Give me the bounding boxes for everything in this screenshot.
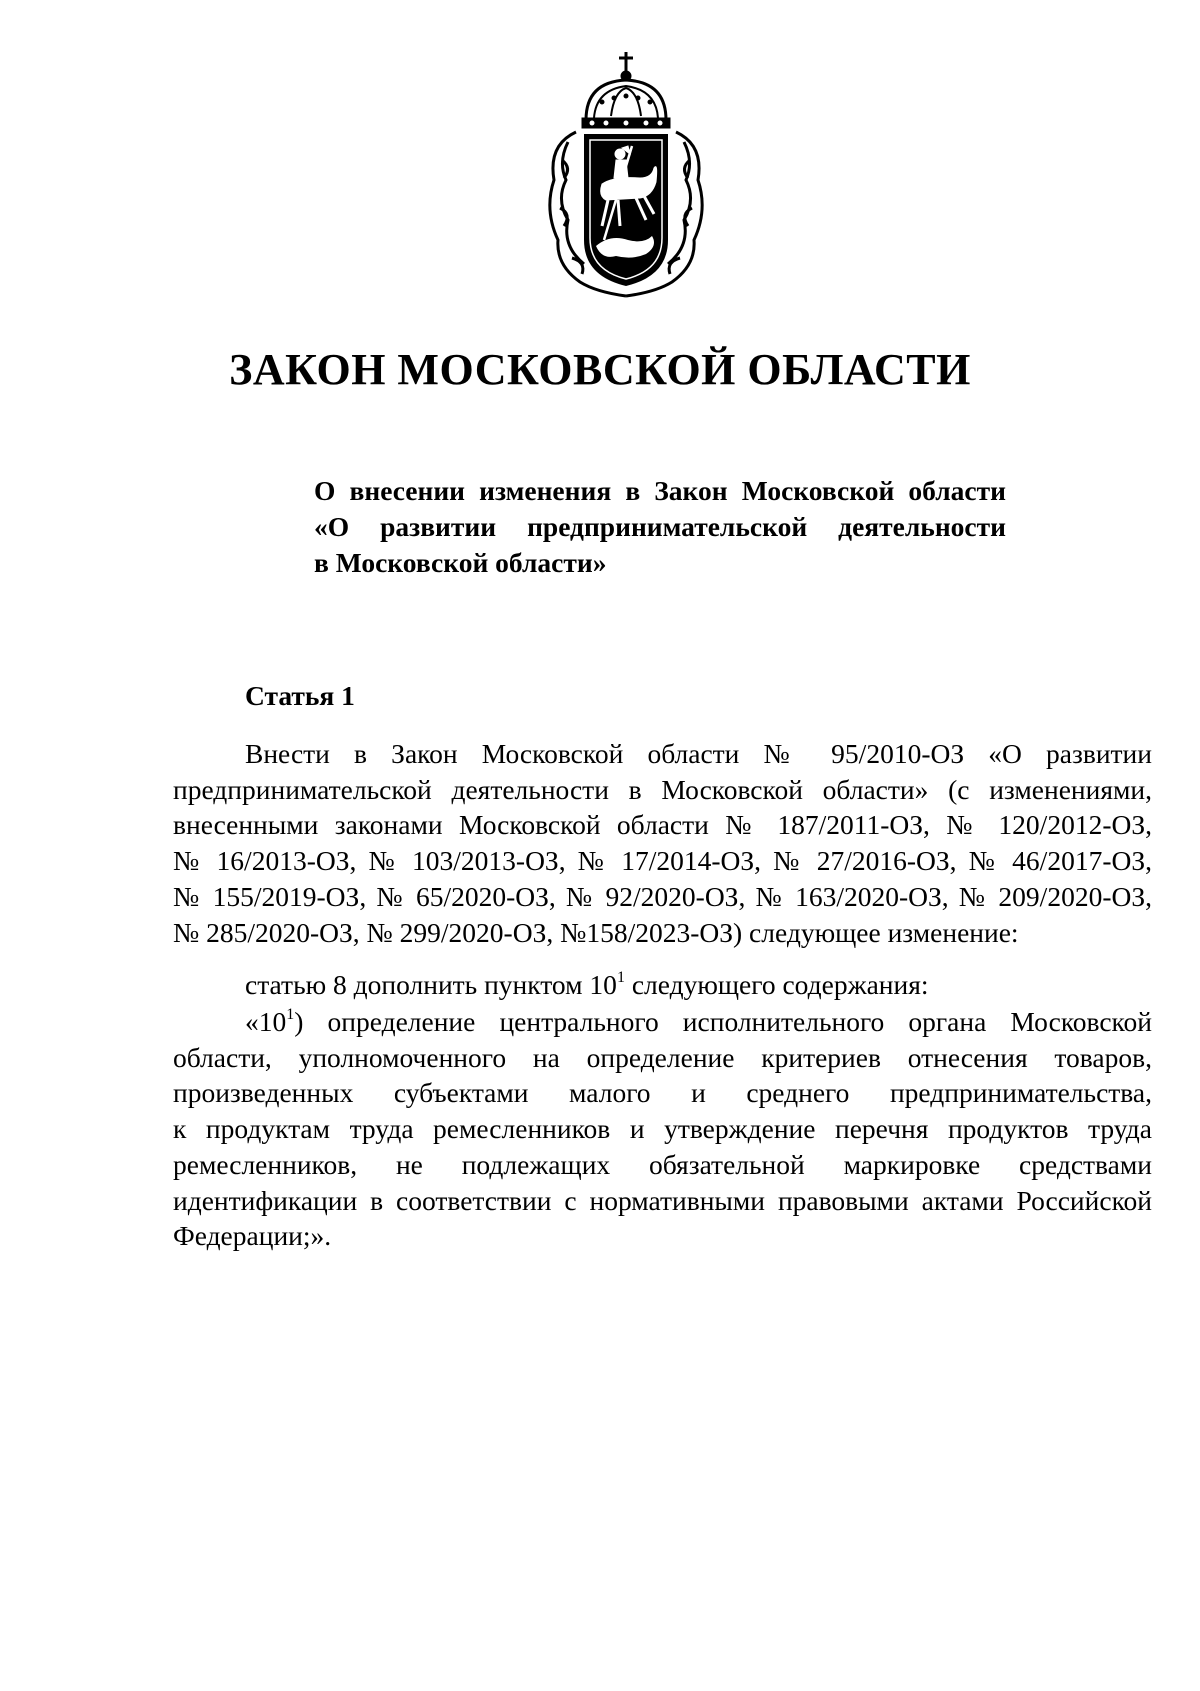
amendment-text: [173, 1004, 1152, 1254]
paragraph-line: № 155/2019-ОЗ, № 65/2020-ОЗ, № 92/2020-ОЗ, № 163/2020-ОЗ, № 209/2020-ОЗ,: [173, 880, 1152, 912]
subject-line: «О развитии предпринимательской деятельности: [314, 511, 1006, 542]
superscript: 1: [286, 1006, 295, 1023]
paragraph-line: ремесленников, не подлежащих обязательной маркировке средствами: [173, 1148, 1152, 1180]
paragraph-line: к продуктам труда ремесленников и утверждение перечня продуктов труда: [173, 1113, 1152, 1145]
paragraph-line: № 16/2013-ОЗ, № 103/2013-ОЗ, № 17/2014-ОЗ, № 27/2016-ОЗ, № 46/2017-ОЗ,: [173, 845, 1152, 877]
subject-line: О внесении изменения в Закон Московской области: [314, 475, 1006, 506]
paragraph-line: произведенных субъектами малого и среднего предпринимательства,: [173, 1077, 1152, 1109]
paragraph-line: [173, 967, 1152, 1003]
paragraph-line: № 285/2020-ОЗ, № 299/2020-ОЗ, №158/2023-ОЗ) следующее изменение:: [173, 916, 1019, 948]
amend-rest: ) определение центрального исполнительного органа Московской: [294, 1006, 1152, 1037]
document-title: ЗАКОН МОСКОВСКОЙ ОБЛАСТИ: [229, 345, 971, 394]
paragraph-line: предпринимательской деятельности в Московской области» (с изменениями,: [173, 773, 1152, 805]
paragraph-line: внесенными законами Московской области № 187/2011-ОЗ, № 120/2012-ОЗ,: [173, 809, 1152, 841]
paragraph-line: Внести в Закон Московской области № 95/2010-ОЗ «О развитии: [245, 738, 1152, 769]
article-heading: Статья 1: [245, 680, 355, 711]
coat-of-arms-icon: [536, 50, 716, 300]
law-subject: [314, 473, 1006, 581]
paragraph-line: области, уполномоченного на определение критериев отнесения товаров,: [173, 1041, 1152, 1073]
paragraph-line: идентификации в соответствии с нормативными правовыми актами Российской: [173, 1184, 1152, 1216]
crown-icon: [582, 52, 670, 128]
article-paragraph: [173, 736, 1152, 950]
subject-line: в Московской области»: [314, 547, 607, 578]
amendment-intro: [173, 967, 1152, 1003]
intro-text: следующего содержания:: [624, 969, 929, 1000]
paragraph-line: [173, 1004, 1152, 1040]
shield: [584, 134, 668, 286]
amend-open: «10: [245, 1006, 287, 1037]
intro-text: статью 8 дополнить пунктом 10: [245, 969, 617, 1000]
paragraph-line: Федерации;».: [173, 1220, 332, 1252]
superscript: 1: [616, 969, 625, 986]
